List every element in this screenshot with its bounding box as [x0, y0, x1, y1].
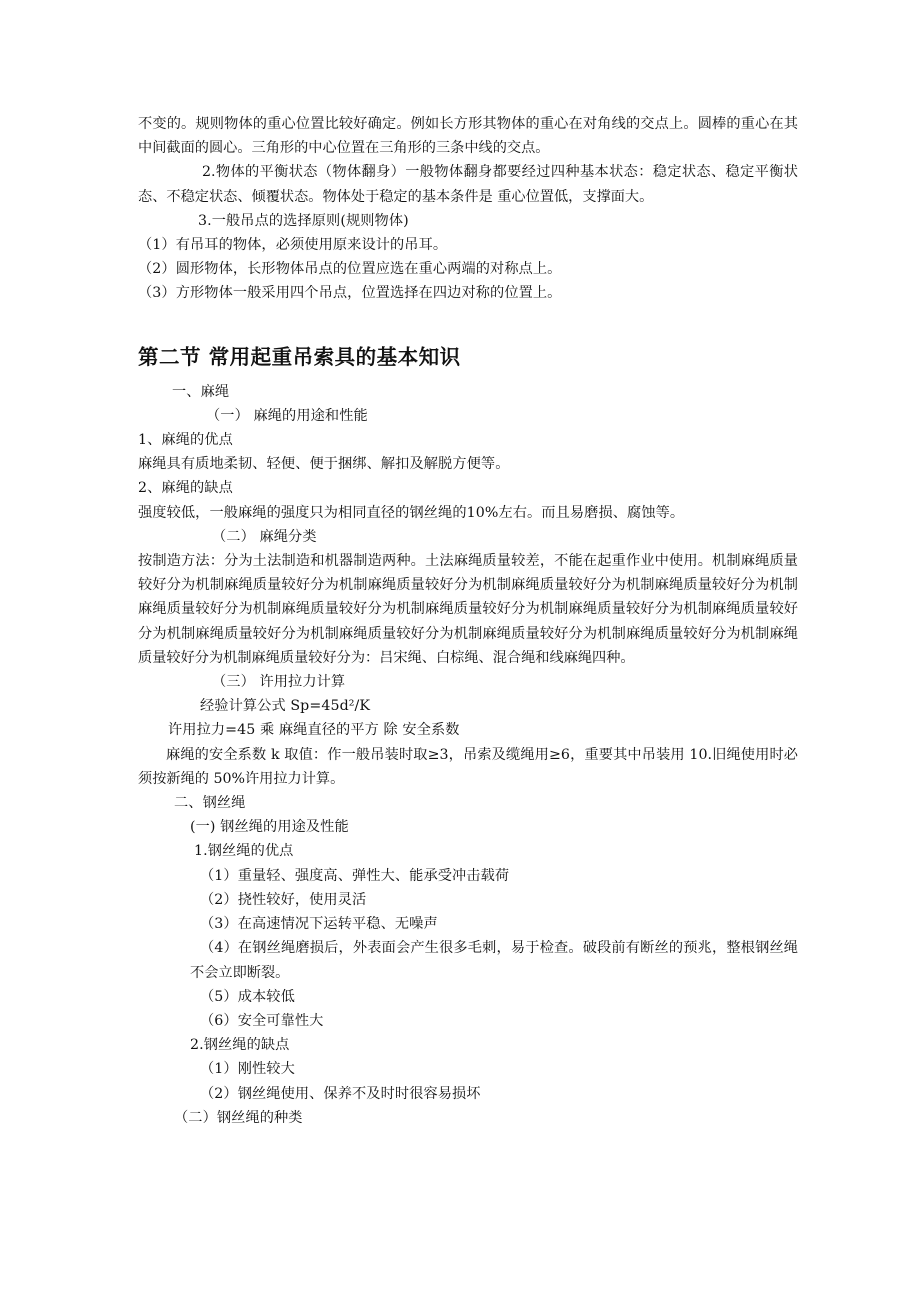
hemp-rope-classification-text: 按制造方法：分为土法制造和机器制造两种。土法麻绳质量较差，不能在起重作业中使用。机制麻绳质量较好分为机制麻绳质量较好分为机制麻绳质量较好分为机制麻绳质量较好分为机制麻绳质量较好分为机制麻绳质量较好分为机制麻绳质量较好分为机制麻绳质量较好分为机制麻绳质量较好分为机制麻绳质量较好分为机制麻绳质量较好分为机制麻绳质量较好分为机制麻绳质量较好分为机制麻绳质量较好分为机制麻绳质量较好分为机制麻绳质量较好分为：吕宋绳、白棕绳、混合绳和线麻绳四种。: [138, 553, 798, 666]
wire-rope-advantage-1: （1）重量轻、强度高、弹性大、能承受冲击载荷: [200, 867, 510, 884]
hemp-rope-title: 一、麻绳: [172, 383, 230, 400]
lifting-point-item-2: （2）圆形物体，长形物体吊点的位置应选在重心两端的对称点上。: [138, 261, 562, 278]
lifting-point-principle-title: 3.一般吊点的选择原则(规则物体): [198, 212, 409, 229]
wire-rope-usage-title: (一) 钢丝绳的用途及性能: [190, 819, 349, 836]
wire-rope-disadvantages-title: 2.钢丝绳的缺点: [190, 1037, 290, 1054]
wire-rope-title: 二、钢丝绳: [174, 795, 246, 812]
hemp-rope-classification-title: （二） 麻绳分类: [212, 528, 317, 545]
wire-rope-advantages-title: 1.钢丝绳的优点: [194, 843, 294, 860]
paragraph-balance-state: 2.物体的平衡状态（物体翻身）一般物体翻身都要经过四种基本状态：稳定状态、稳定平衡状态、不稳定状态、倾覆状态。物体处于稳定的基本条件是 重心位置低，支撑面大。: [138, 164, 798, 205]
wire-rope-types-title: （二）钢丝绳的种类: [174, 1109, 303, 1126]
safety-factor-text: 麻绳的安全系数 k 取值：作一般吊装时取≥3，吊索及缆绳用≥6，重要其中吊装用 10.旧绳使用时必须按新绳的 50%许用拉力计算。: [138, 746, 798, 787]
wire-rope-advantage-4: （4）在钢丝绳磨损后，外表面会产生很多毛刺，易于检查。破段前有断丝的预兆，整根钢丝绳不会立即断裂。: [190, 940, 798, 981]
wire-rope-disadvantage-1: （1）刚性较大: [200, 1061, 295, 1078]
paragraph-center-of-gravity: 不变的。规则物体的重心位置比较好确定。例如长方形其物体的重心在对角线的交点上。圆棒的重心在其中间截面的圆心。三角形的中心位置在三角形的三条中线的交点。: [138, 116, 798, 157]
wire-rope-advantage-5: （5）成本较低: [200, 988, 295, 1005]
hemp-rope-disadvantages-text: 强度较低，一般麻绳的强度只为相同直径的钢丝绳的10%左右。而且易磨损、腐蚀等。: [138, 504, 685, 521]
wire-rope-disadvantage-2: （2）钢丝绳使用、保养不及时时很容易损坏: [200, 1085, 481, 1102]
wire-rope-advantage-2: （2）挠性较好，使用灵活: [200, 891, 367, 908]
hemp-rope-advantages-text: 麻绳具有质地柔韧、轻便、便于捆绑、解扣及解脱方便等。: [138, 456, 510, 473]
hemp-rope-usage-title: （一） 麻绳的用途和性能: [206, 407, 368, 424]
hemp-rope-advantages-title: 1、麻绳的优点: [138, 432, 233, 449]
allowable-tension-title: （三） 许用拉力计算: [212, 674, 346, 691]
hemp-rope-disadvantages-title: 2、麻绳的缺点: [138, 480, 233, 497]
document-page: [138, 112, 798, 1130]
lifting-point-item-1: （1）有吊耳的物体，必须使用原来设计的吊耳。: [138, 237, 448, 254]
wire-rope-advantage-6: （6）安全可靠性大: [200, 1012, 324, 1029]
empirical-formula: 经验计算公式 Sp=45d²/K: [200, 698, 371, 715]
lifting-point-item-3: （3）方形物体一般采用四个吊点，位置选择在四边对称的位置上。: [138, 285, 562, 302]
section-heading: 第二节 常用起重吊索具的基本知识: [138, 344, 461, 369]
wire-rope-advantage-3: （3）在高速情况下运转平稳、无噪声: [200, 916, 438, 933]
allowable-tension-explanation: 许用拉力=45 乘 麻绳直径的平方 除 安全系数: [168, 722, 460, 739]
